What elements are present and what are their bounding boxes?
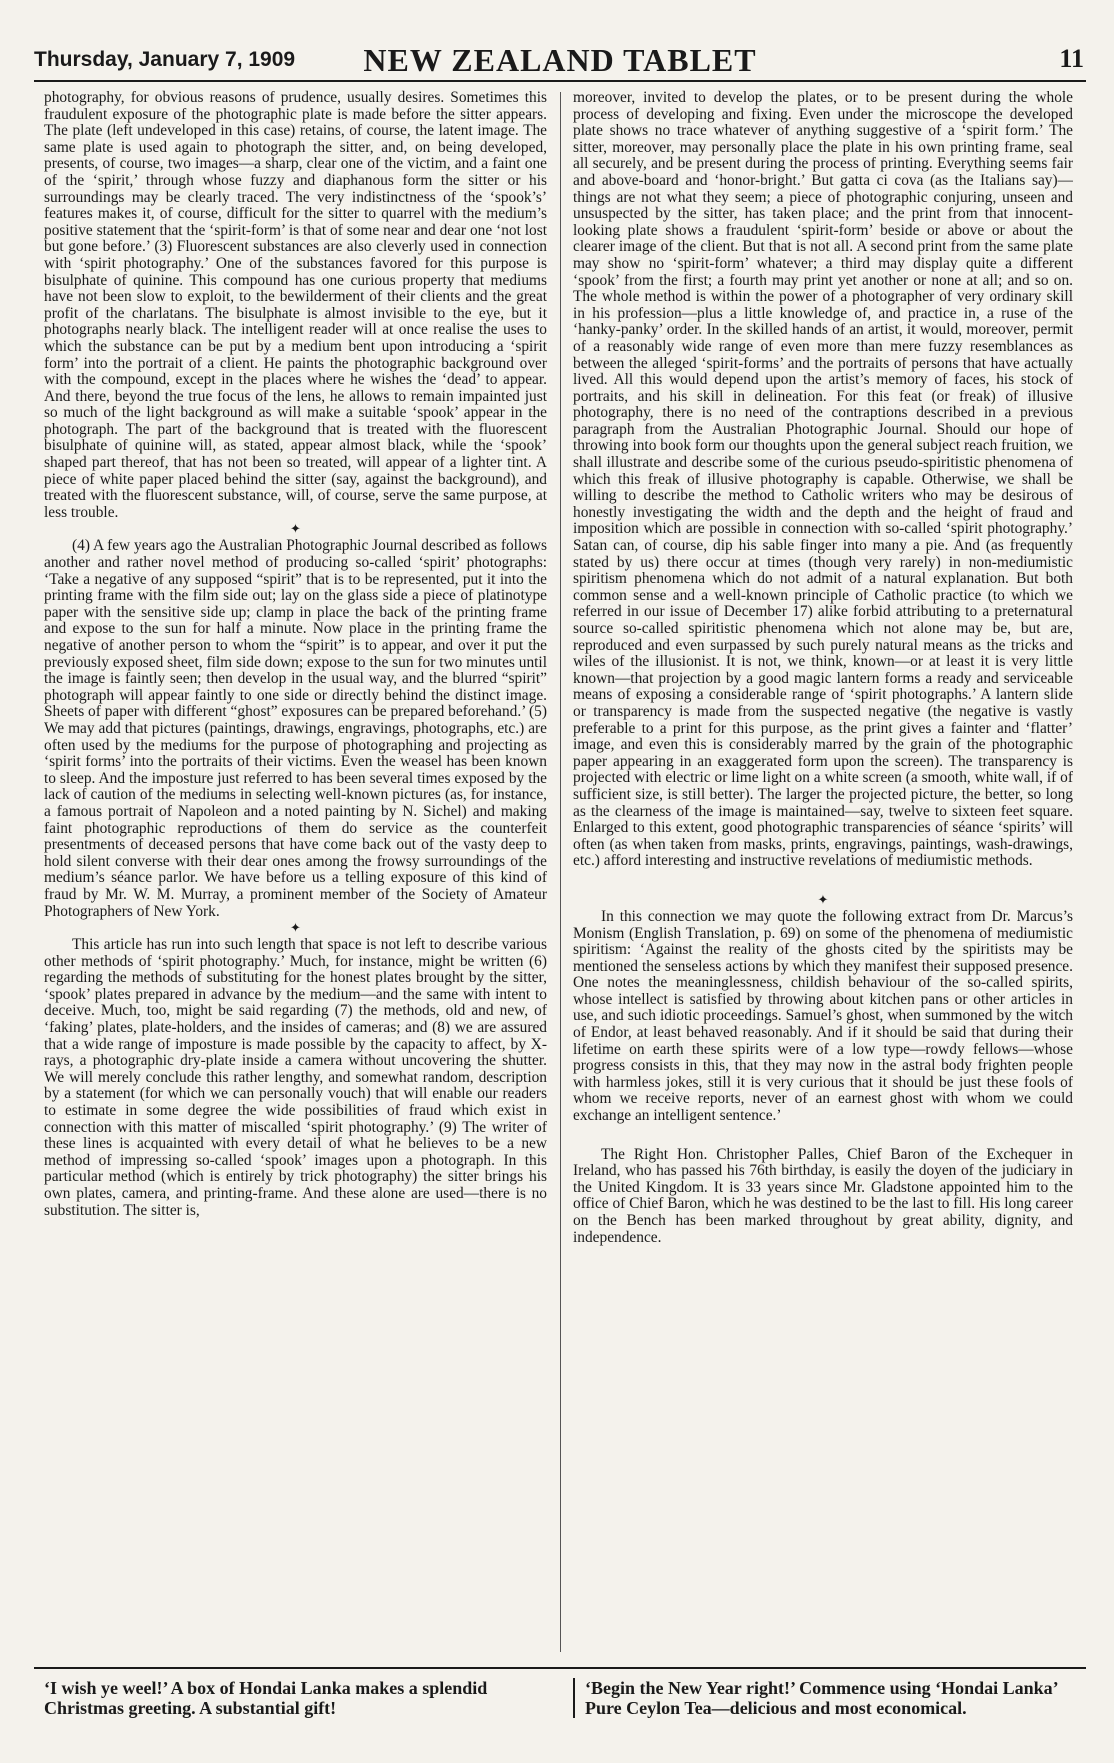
footer-ad-left: ‘I wish ye weel!’ A box of Hondai Lanka makes a splendid Christmas greeting. A substantial gift!	[44, 1678, 488, 1718]
article-paragraph: This article has run into such length that space is not left to describe various other methods of ‘spirit photography.’ Much, for instance, might be written (6) regarding the methods of substituting for the honest plates brought by the sitter, ‘spook’ plates prepared in advance by the medium—and the same with intent to deceive. Much, too, might be said regarding (7) the methods, old and new, of ‘faking’ plates, plate-holders, and the insides of cameras; and (8) we are assured that a wide range of imposture is made possible by the capacity to affect, by X-rays, a photographic dry-plate inside a camera without uncovering the shutter. We will merely conclude this rather lengthy, and somewhat random, description by a statement (for which we can personally vouch) that will enable our readers to estimate in some degree the wide possibilities of fraud which exist in connection with this matter of miscalled ‘spirit photography.’ (9) The writer of these lines is acquainted with every detail of what he believes to be a new method of impressing so-called ‘spook’ images upon a photograph. In this particular method (which is entirely by trick photography) the sitter brings his own plates, camera, and printing-frame. And these alone are used—there is no substitution. The sitter is,	[44, 936, 547, 1219]
section-star: ✦	[290, 920, 301, 936]
footer-ad-right: ‘Begin the New Year right!’ Commence using ‘Hondai Lanka’ Pure Ceylon Tea—delicious and most economical.	[573, 1678, 1075, 1718]
column-divider	[560, 92, 561, 1652]
article-paragraph: In this connection we may quote the following extract from Dr. Marcus’s Monism (English Translation, p. 69) on some of the phenomena of mediumistic spiritism: ‘Against the reality of the ghosts cited by the spiritists may be mentioned the senseless actions by which they manifest their supposed presence. One notes the meaninglessness, childish behaviour of the so-called spirits, whose intellect is satisfied by throwing about kitchen pans or other articles in use, and such idiotic proceedings. Samuel’s ghost, when summoned by the witch of Endor, at least behaved reasonably. And if it should be said that during their lifetime on earth these spirits were of a low type—rowdy fellows—whose progress consists in this, that they may now in the astral body frighten people with harmless jokes, still it is very curious that it should be just these fools of whom we receive reports, never of an earnest ghost with whom we could exchange an intelligent sentence.’	[573, 907, 1073, 1125]
footer-rule	[34, 1667, 1086, 1669]
article-paragraph: moreover, invited to develop the plates, or to be present during the whole process of developing and fixing. Even under the microscope the developed plate shows no trace whatever of anything suggestive of a ‘spirit form.’ The sitter, moreover, may personally place the plate in his own printing frame, seal all securely, and be present during the process of printing. Everything seems fair and above-board and ‘honor-bright.’ But gatta ci cova (as the Italians say)—things are not what they seem; a piece of photographic conjuring, unseen and unsuspected by the sitter, has taken place; and the print from that innocent-looking plate shows a fraudulent ‘spirit-form’ beside or above or about the clearer image of the client. But that is not all. A second print from the same plate may show no ‘spirit-form’ whatever; a third may display quite a different ‘spook’ from the first; a fourth may print yet another or none at all; and so on. The whole method is within the power of a photographer of very ordinary skill in his profession—plus a little knowledge of, and practice in, a ruse of the ‘hanky-panky’ order. In the skilled hands of an artist, it would, moreover, permit of a reasonably wide range of even more than mere fuzzy resemblances as between the alleged ‘spirit-forms’ and the portraits of persons that have actually lived. All this would depend upon the artist’s memory of faces, his stock of portraits, and his skill in delineation. For this feat (or freak) of illusive photography, there is no need of the contraptions described in a previous paragraph from the Australian Photographic Journal. Should our hope of throwing into book form our thoughts upon the general subject reach fruition, we shall illustrate and describe some of the curious pseudo-spiritistic phenomena of which this freak of illusive photography is capable. Otherwise, we shall be willing to describe the method to Catholic writers who may be desirous of honestly investigating the width and the depth and the height of fraud and imposition which are possible in connection with so-called ‘spirit photography.’ Satan can, of course, dip his sable finger into many a pie. And (as frequently stated by us) there occur at times (though very rarely) in non-mediumistic spiritism phenomena which do not admit of a natural explanation. But both common sense and a well-known principle of Catholic practice (to which we referred in our issue of December 17) alike forbid attributing to a preternatural source so-called spiritistic phenomena which not alone may be, but are, reproduced and even surpassed by such purely natural means as the tricks and wiles of the illusionist. It is not, we think, known—or at least it is very little known—that projection by a good magic lantern forms a ready and serviceable means of exposing a considerable range of ‘spirit photographs.’ A lantern slide or transparency is made from the suspected negative (the negative is vastly preferable to a print for this purpose, as the print gives a fainter and ‘flatter’ image, and even this is considerably marred by the grain of the photographic paper appearing in an exaggerated form upon the screen). The transparency is projected with electric or lime light on a white screen (a smooth, white wall, if of sufficient size, is still better). The larger the projected picture, the better, so long as the clearness of the image is maintained—say, twelve to sixteen feet square. Enlarged to this extent, good photographic transparencies of séance ‘spirits’ will often (as when taken from masks, prints, engravings, paintings, wash-drawings, etc.) afford interesting and instructive revelations of mediumistic methods.	[573, 90, 1073, 870]
right-column	[573, 90, 1073, 1655]
section-star: ✦	[817, 891, 829, 907]
left-column	[44, 90, 547, 1655]
paragraph-gap	[573, 1125, 1073, 1147]
article-paragraph: (4) A few years ago the Australian Photographic Journal described as follows another and rather novel method of producing so-called ‘spirit’ photographs: ‘Take a negative of any supposed “spirit” that is to be represented, put it into the printing frame with the film side out; lay on the glass side a piece of platinotype paper with the sensitive side up; clamp in place the back of the printing frame and expose to the sun for half a minute. Now place in the printing frame the negative of another person to whom the “spirit” is to appear, and over it put the previously exposed sheet, film side down; expose to the sun for two minutes until the image is faintly seen; then develop in the usual way, and the blurred “spirit” photograph will appear faintly to one side or directly behind the distinct image. Sheets of paper with different “ghost” exposures can be prepared beforehand.’ (5) We may add that pictures (paintings, drawings, engravings, photographs, etc.) are often used by the mediums for the purpose of photographing and projecting as ‘spirit forms’ into the portraits of their victims. Even the weasel has been known to sleep. And the imposture just referred to has been several times exposed by the lack of caution of the mediums in selecting well-known pictures (as, for instance, a famous portrait of Napoleon and a noted painting by N. Sichel) and making faint photographic reproductions of them do service as the counterfeit presentments of deceased persons that have come back out of the vasty deep to hold silent converse with their dear ones among the frowsy surroundings of the medium’s séance parlor. We have before us a telling exposure of this kind of fraud by Mr. W. M. Murray, a prominent member of the Society of Amateur Photographers of New York.	[44, 537, 547, 920]
issue-date: Thursday, January 7, 1909	[34, 48, 296, 71]
page-number: 11	[1059, 44, 1084, 73]
article-paragraph: photography, for obvious reasons of prudence, usually desires. Sometimes this fraudulent exposure of the photographic plate is made before the sitter appears. The plate (left undeveloped in this case) retains, of course, the latent image. The same plate is used again to photograph the sitter, and, on being developed, presents, of course, two images—a sharp, clear one of the victim, and a faint one of the ‘spirit,’ through whose fuzzy and diaphanous form the sitter or his surroundings may be clearly traced. The very indistinctness of the ‘spook’s’ features makes it, of course, difficult for the sitter to quarrel with the medium’s positive statement that the ‘spirit-form’ is that of some near and dear one ‘not lost but gone before.’ (3) Fluorescent substances are also cleverly used in connection with ‘spirit photography.’ One of the substances favored for this purpose is bisulphate of quinine. This compound has one curious property that mediums have not been slow to exploit, to the bewilderment of their clients and the great profit of the charlatans. The bisulphate is almost invisible to the eye, but it photographs nearly black. The intelligent reader will at once realise the uses to which the substance can be put by a medium bent upon introducing a ‘spirit form’ into the portrait of a client. He paints the photographic background over with the compound, except in the places where he wishes the ‘dead’ to appear. And there, beyond the true focus of the lens, he allows to remain impainted just so much of the light background as will make a suitable ‘spook’ appear in the photograph. The part of the background that is treated with the fluorescent bisulphate of quinine will, as stated, appear almost black, while the ‘spook’ shaped part thereof, that has not been so treated, will appear of a lighter tint. A piece of white paper placed behind the sitter (say, against the background), and treated with the fluorescent substance, will, of course, serve the same purpose, at less trouble.	[44, 90, 547, 521]
paragraph-gap	[573, 870, 1073, 892]
article-paragraph: The Right Hon. Christopher Palles, Chief Baron of the Exchequer in Ireland, who has passed his 76th birthday, is easily the doyen of the judiciary in the United Kingdom. It is 33 years since Mr. Gladstone appointed him to the office of Chief Baron, which he was destined to be the last to fill. His long career on the Bench has been marked throughout by great ability, dignity, and independence.	[573, 1145, 1073, 1246]
section-star: ✦	[290, 521, 301, 537]
page-header	[34, 38, 1086, 82]
newspaper-title: NEW ZEALAND TABLET	[363, 42, 757, 78]
